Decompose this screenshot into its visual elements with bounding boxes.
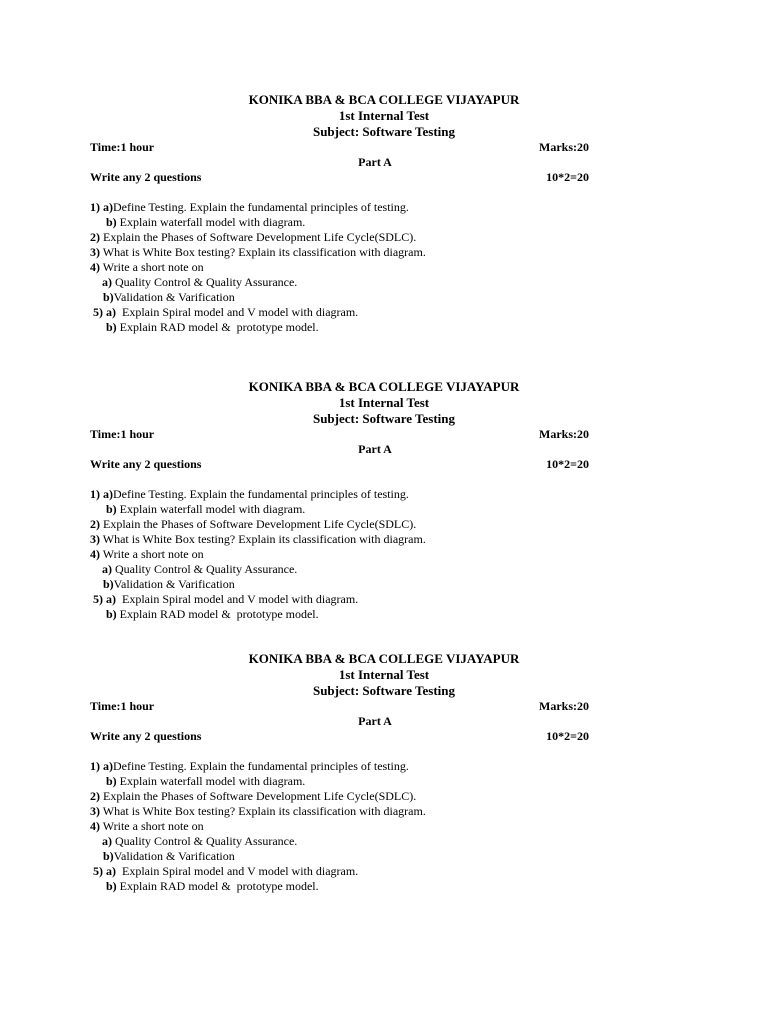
test-title: 1st Internal Test (338, 395, 430, 410)
instruction-label: Write any 2 questions (90, 457, 202, 471)
subject-line: Subject: Software Testing (312, 411, 456, 426)
college-name: KONIKA BBA & BCA COLLEGE VIJAYAPUR (248, 92, 520, 107)
question-2: 2) Explain the Phases of Software Development Life Cycle(SDLC). (90, 517, 417, 531)
paper-copy-1 (0, 92, 768, 335)
part-row (0, 442, 768, 457)
question-5b: b) Explain RAD model & prototype model. (106, 607, 319, 621)
question-4b: b)Validation & Varification (103, 290, 235, 304)
question-4a: a) Quality Control & Quality Assurance. (102, 834, 298, 848)
time-label: Time:1 hour (90, 140, 155, 154)
paper-copy-3 (0, 651, 768, 894)
question-4b: b)Validation & Varification (103, 577, 235, 591)
instruction-row (0, 729, 768, 744)
question-4: 4) Write a short note on (90, 260, 204, 274)
paper-copy-2 (0, 379, 768, 622)
question-4: 4) Write a short note on (90, 819, 204, 833)
question-list (0, 487, 768, 622)
college-name: KONIKA BBA & BCA COLLEGE VIJAYAPUR (248, 379, 520, 394)
question-2: 2) Explain the Phases of Software Development Life Cycle(SDLC). (90, 789, 417, 803)
question-list (0, 759, 768, 894)
question-5b: b) Explain RAD model & prototype model. (106, 320, 319, 334)
instruction-label: Write any 2 questions (90, 729, 202, 743)
question-1a: 1) a)Define Testing. Explain the fundamental principles of testing. (90, 487, 409, 501)
question-1a: 1) a)Define Testing. Explain the fundamental principles of testing. (90, 200, 409, 214)
question-3: 3) What is White Box testing? Explain its classification with diagram. (90, 804, 426, 818)
test-title: 1st Internal Test (338, 108, 430, 123)
question-4b: b)Validation & Varification (103, 849, 235, 863)
time-marks-row (0, 699, 768, 714)
part-row (0, 714, 768, 729)
time-marks-row (0, 427, 768, 442)
time-marks-row (0, 140, 768, 155)
question-3: 3) What is White Box testing? Explain its classification with diagram. (90, 245, 426, 259)
scoring-label: 10*2=20 (546, 457, 589, 471)
marks-label: Marks:20 (539, 699, 589, 713)
part-label: Part A (358, 442, 392, 456)
part-label: Part A (358, 714, 392, 728)
question-2: 2) Explain the Phases of Software Development Life Cycle(SDLC). (90, 230, 417, 244)
question-5a: 5) a) Explain Spiral model and V model with diagram. (93, 592, 359, 606)
question-5b: b) Explain RAD model & prototype model. (106, 879, 319, 893)
instruction-row (0, 457, 768, 472)
question-4: 4) Write a short note on (90, 547, 204, 561)
instruction-row (0, 170, 768, 185)
time-label: Time:1 hour (90, 699, 155, 713)
college-name: KONIKA BBA & BCA COLLEGE VIJAYAPUR (248, 651, 520, 666)
part-label: Part A (358, 155, 392, 169)
marks-label: Marks:20 (539, 140, 589, 154)
instruction-label: Write any 2 questions (90, 170, 202, 184)
question-3: 3) What is White Box testing? Explain its classification with diagram. (90, 532, 426, 546)
part-row (0, 155, 768, 170)
question-4a: a) Quality Control & Quality Assurance. (102, 562, 298, 576)
test-title: 1st Internal Test (338, 667, 430, 682)
question-4a: a) Quality Control & Quality Assurance. (102, 275, 298, 289)
question-5a: 5) a) Explain Spiral model and V model with diagram. (93, 305, 359, 319)
subject-line: Subject: Software Testing (312, 683, 456, 698)
question-list (0, 200, 768, 335)
scoring-label: 10*2=20 (546, 729, 589, 743)
question-1b: b) Explain waterfall model with diagram. (106, 774, 306, 788)
time-label: Time:1 hour (90, 427, 155, 441)
question-1b: b) Explain waterfall model with diagram. (106, 502, 306, 516)
question-1b: b) Explain waterfall model with diagram. (106, 215, 306, 229)
question-1a: 1) a)Define Testing. Explain the fundamental principles of testing. (90, 759, 409, 773)
question-5a: 5) a) Explain Spiral model and V model with diagram. (93, 864, 359, 878)
scoring-label: 10*2=20 (546, 170, 589, 184)
marks-label: Marks:20 (539, 427, 589, 441)
subject-line: Subject: Software Testing (312, 124, 456, 139)
